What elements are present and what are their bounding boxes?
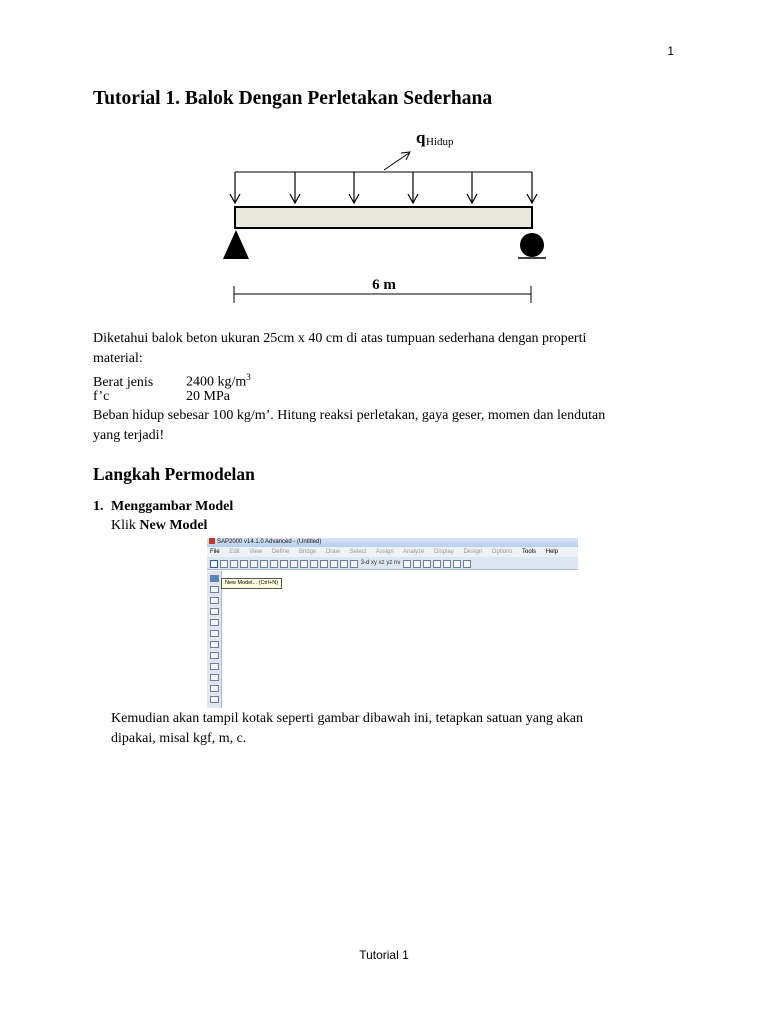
property-row-fc [93, 387, 230, 407]
draw-frame-icon[interactable] [210, 608, 219, 615]
down-icon[interactable] [433, 560, 441, 568]
open-icon[interactable] [220, 560, 228, 568]
beam-diagram [218, 126, 550, 310]
zoom-full-icon[interactable] [350, 560, 358, 568]
new-model-icon[interactable] [210, 560, 218, 568]
menu-file[interactable]: File [210, 549, 220, 555]
property-unit-exponent: 3 [246, 372, 251, 382]
step-title [93, 499, 233, 515]
menu-assign[interactable]: Assign [375, 549, 394, 555]
intro-paragraph [93, 329, 675, 368]
run-icon[interactable] [290, 560, 298, 568]
redo-icon[interactable] [260, 560, 268, 568]
view-buttons-text[interactable]: 3-d xy xz yz nv [360, 560, 401, 566]
save-icon[interactable] [230, 560, 238, 568]
beam [235, 207, 532, 228]
pointer-icon[interactable] [210, 586, 219, 593]
page-number: 1 [667, 44, 674, 58]
property-value: 2400 kg/m [186, 374, 247, 390]
draw-area-icon[interactable] [210, 641, 219, 648]
new-model-tooltip: New Model... (Ctrl+N) [221, 578, 282, 589]
instruction-new-model: New Model [139, 518, 208, 533]
draw-rect-icon[interactable] [210, 663, 219, 670]
set-display-icon[interactable] [443, 560, 451, 568]
menu-help[interactable]: Help [545, 549, 559, 555]
problem-paragraph [93, 406, 675, 445]
after-line-1: Kemudian akan tampil kotak seperti gambar dibawah ini, tetapkan satuan yang akan [111, 711, 583, 726]
menu-view[interactable]: View [249, 549, 263, 555]
menu-tools[interactable]: Tools [522, 549, 537, 555]
zoom-in-icon[interactable] [310, 560, 318, 568]
rotate-icon[interactable] [403, 560, 411, 568]
pencil-icon[interactable] [270, 560, 278, 568]
intro-line-2: material: [93, 350, 143, 366]
span-label: 6 m [372, 277, 396, 293]
load-arrows [230, 172, 537, 203]
draw-solid-icon[interactable] [210, 685, 219, 692]
window-title-bar [207, 538, 578, 547]
intro-line-1: Diketahui balok beton ukuran 25cm x 40 cm di atas tumpuan sederhana dengan properti [93, 331, 587, 346]
load-symbol: q [416, 128, 426, 147]
menu-design[interactable]: Design [463, 549, 483, 555]
roller-support [518, 233, 546, 258]
step-instruction [111, 518, 207, 534]
pin-support [223, 230, 249, 259]
up-icon[interactable] [423, 560, 431, 568]
quick-frame-icon[interactable] [210, 619, 219, 626]
step-number: 1. [93, 499, 104, 514]
menu-analyze[interactable]: Analyze [403, 549, 425, 555]
menu-select[interactable]: Select [349, 549, 367, 555]
menu-bar [207, 547, 578, 557]
draw-brace-icon[interactable] [210, 630, 219, 637]
menu-define[interactable]: Define [271, 549, 290, 555]
step-title-text: Menggambar Model [111, 499, 234, 514]
new-model-side-icon[interactable] [210, 575, 219, 582]
shadow-icon[interactable] [453, 560, 461, 568]
main-toolbar [207, 557, 578, 570]
pan-icon[interactable] [413, 560, 421, 568]
window-title: SAP2000 v14.1.0 Advanced - (Untitled) [217, 539, 322, 545]
menu-draw[interactable]: Draw [325, 549, 340, 555]
print-icon[interactable] [240, 560, 248, 568]
load-subscript: Hidup [426, 136, 454, 148]
menu-edit[interactable]: Edit [229, 549, 240, 555]
after-line-2: dipakai, misal kgf, m, c. [111, 730, 247, 746]
draw-point-icon[interactable] [210, 597, 219, 604]
menu-display[interactable]: Display [434, 549, 454, 555]
instruction-prefix: Klik [111, 518, 140, 533]
app-icon [209, 538, 215, 544]
lock-icon[interactable] [280, 560, 288, 568]
property-label: Berat jenis [93, 374, 154, 390]
document-title: Tutorial 1. Balok Dengan Perletakan Sederhana [93, 88, 493, 109]
undo-icon[interactable] [250, 560, 258, 568]
after-paragraph [111, 709, 675, 748]
quick-area-icon[interactable] [210, 674, 219, 681]
property-label: f’c [93, 389, 110, 404]
options-icon[interactable] [463, 560, 471, 568]
problem-line-1: Beban hidup sebesar 100 kg/m’. Hitung reaksi perletakan, gaya geser, momen dan lendutan [93, 408, 606, 423]
zoom-previous-icon[interactable] [340, 560, 348, 568]
menu-options[interactable]: Options [491, 549, 513, 555]
sap2000-screenshot [207, 538, 578, 708]
zoom-out-icon[interactable] [320, 560, 328, 568]
problem-line-2: yang terjadi! [93, 427, 165, 443]
draw-poly-icon[interactable] [210, 652, 219, 659]
zoom-window-icon[interactable] [330, 560, 338, 568]
load-pointer-arrow [384, 152, 410, 170]
load-label [416, 128, 454, 148]
more-tools-icon[interactable] [210, 696, 219, 703]
refresh-icon[interactable] [300, 560, 308, 568]
side-toolbar [207, 571, 222, 708]
page-footer: Tutorial 1 [359, 948, 409, 962]
menu-bridge[interactable]: Bridge [298, 549, 317, 555]
section-heading: Langkah Permodelan [93, 464, 255, 484]
property-value: 20 MPa [186, 389, 230, 404]
